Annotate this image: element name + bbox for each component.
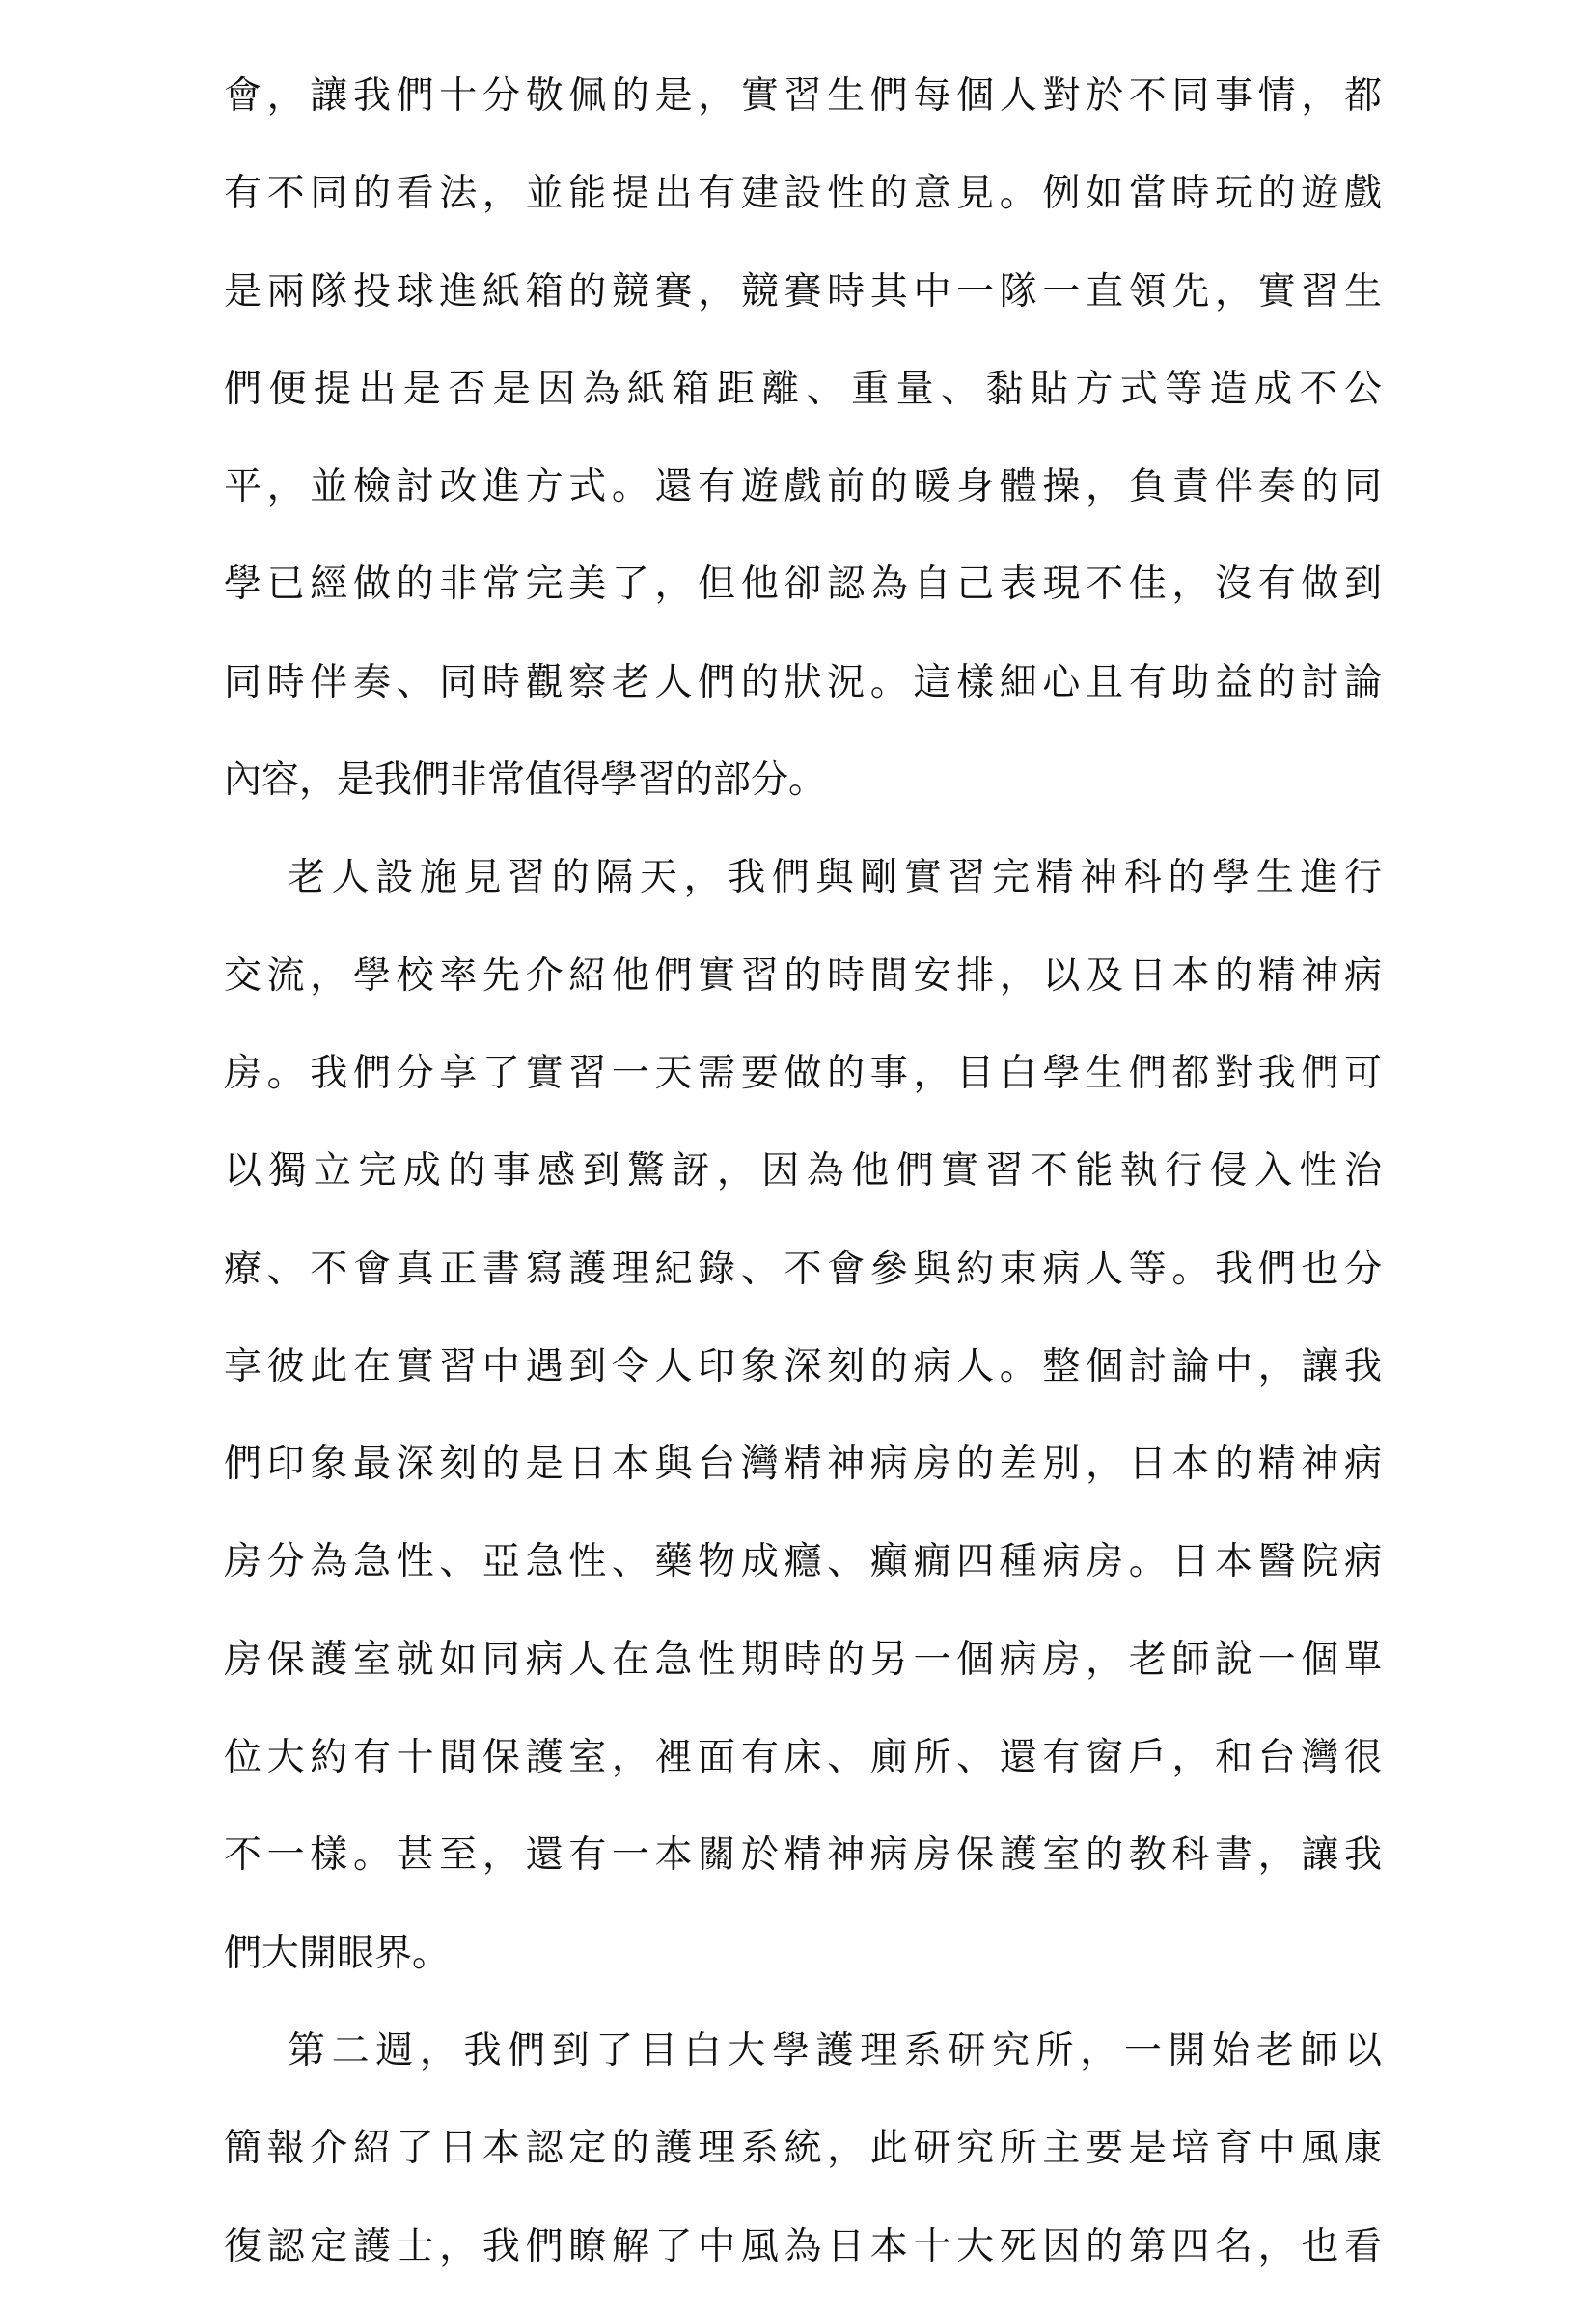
text-line: 享彼此在實習中遇到令人印象深刻的病人。整個討論中，讓我 (224, 1344, 1382, 1389)
body-text (224, 62, 1382, 2310)
text-line: 房。我們分享了實習一天需要做的事，目白學生們都對我們可 (224, 1051, 1382, 1095)
text-line: 們大開眼界。 (224, 1931, 451, 1975)
text-line: 學已經做的非常完美了，但他卻認為自己表現不佳，沒有做到 (224, 563, 1382, 607)
text-line: 們便提出是否是因為紙箱距離、重量、黏貼方式等造成不公 (224, 367, 1382, 411)
text-line: 房保護室就如同病人在急性期時的另一個病房，老師說一個單 (224, 1637, 1382, 1682)
text-line: 是兩隊投球進紙箱的競賽，競賽時其中一隊一直領先，實習生 (224, 269, 1382, 314)
text-line: 會，讓我們十分敬佩的是，實習生們每個人對於不同事情，都 (224, 74, 1382, 118)
text-line: 內容，是我們非常值得學習的部分。 (224, 758, 827, 803)
text-line: 有不同的看法，並能提出有建設性的意見。例如當時玩的遊戲 (224, 172, 1382, 216)
text-line: 不一樣。甚至，還有一本關於精神病房保護室的教科書，讓我 (224, 1833, 1382, 1878)
text-line: 同時伴奏、同時觀察老人們的狀況。這樣細心且有助益的討論 (224, 660, 1382, 704)
text-line: 復認定護士，我們瞭解了中風為日本十大死因的第四名，也看 (224, 2224, 1382, 2269)
text-line: 以獨立完成的事感到驚訝，因為他們實習不能執行侵入性治 (224, 1149, 1382, 1194)
paragraph-start-line: 第二週，我們到了目白大學護理系研究所，一開始老師以 (288, 2028, 1382, 2073)
text-line: 交流，學校率先介紹他們實習的時間安排，以及日本的精神病 (224, 953, 1382, 998)
text-line: 們印象最深刻的是日本與台灣精神病房的差別，日本的精神病 (224, 1443, 1382, 1487)
text-line: 平，並檢討改進方式。還有遊戲前的暖身體操，負責伴奏的同 (224, 465, 1382, 509)
text-line: 房分為急性、亞急性、藥物成癮、癲癇四種病房。日本醫院病 (224, 1540, 1382, 1584)
paragraph-start-line: 老人設施見習的隔天，我們與剛實習完精神科的學生進行 (288, 856, 1382, 900)
text-line: 簡報介紹了日本認定的護理系統，此研究所主要是培育中風康 (224, 2127, 1382, 2171)
text-line: 位大約有十間保護室，裡面有床、廁所、還有窗戶，和台灣很 (224, 1736, 1382, 1780)
text-line: 療、不會真正書寫護理紀錄、不會參與約束病人等。我們也分 (224, 1247, 1382, 1291)
